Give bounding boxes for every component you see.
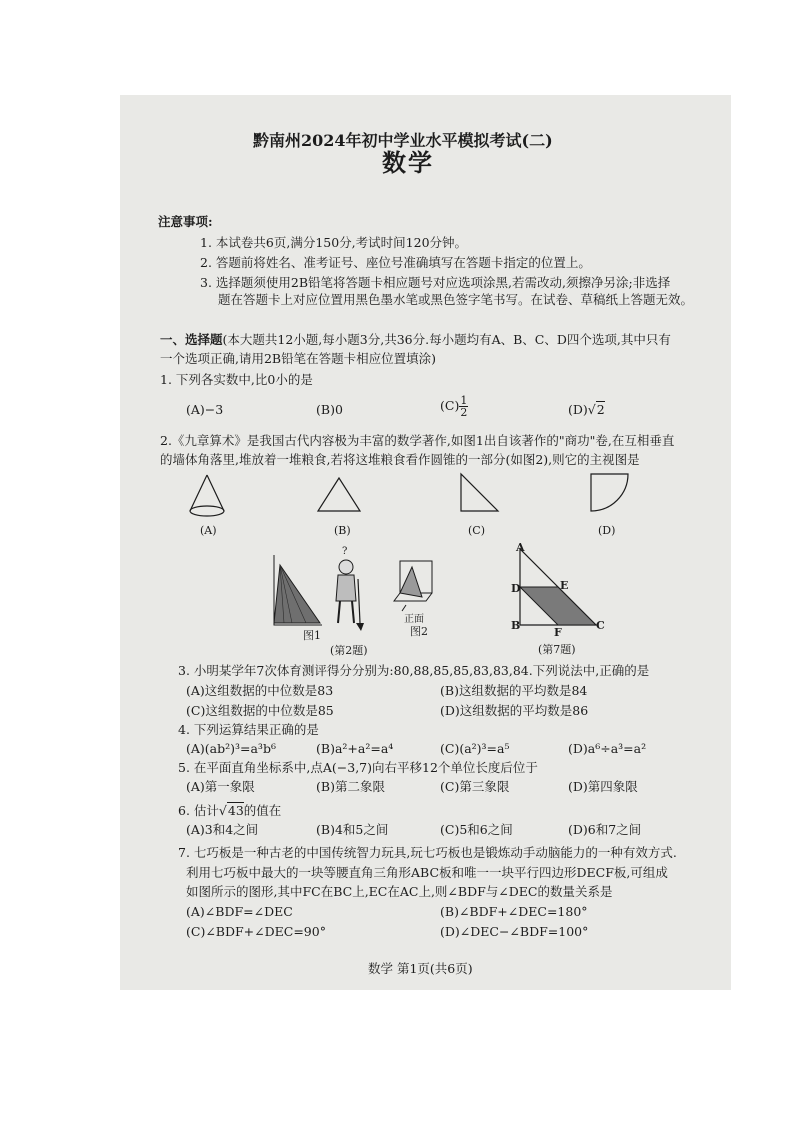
q7-stem-line3: 如图所示的图形,其中FC在BC上,EC在AC上,则∠BDF与∠DEC的数量关系是 — [186, 884, 613, 899]
subject-title: 数学 — [382, 148, 434, 177]
fig2-label: 图2 — [410, 625, 428, 638]
q3-option-c: (C)这组数据的中位数是85 — [186, 703, 334, 718]
section-intro-text: (本大题共12小题,每小题3分,共36分.每小题均有A、B、C、D四个选项,其中只有 — [222, 332, 671, 347]
q5-option-c: (C)第三象限 — [440, 779, 510, 794]
q6-option-b: (B)4和5之间 — [316, 822, 389, 837]
q5-stem: 5. 在平面直角坐标系中,点A(−3,7)向右平移12个单位长度后位于 — [178, 760, 538, 775]
q4-stem: 4. 下列运算结果正确的是 — [178, 722, 319, 737]
point-label-c: C — [596, 619, 605, 632]
point-label-e: E — [560, 579, 569, 592]
q5-option-b: (B)第二象限 — [316, 779, 385, 794]
q2-option-c-label: (C) — [468, 524, 485, 537]
section-heading: 一、选择题 — [160, 332, 223, 347]
point-label-f: F — [554, 626, 562, 639]
q1-fraction — [459, 395, 468, 418]
q5-option-a: (A)第一象限 — [186, 779, 255, 794]
sqrt-symbol: √ — [587, 402, 596, 417]
fraction-numerator: 1 — [460, 394, 468, 407]
sqrt-symbol: √ — [218, 803, 227, 818]
note-item-3: 3. 选择题须使用2B铅笔将答题卡相应题号对应选项涂黑,若需改动,须擦净另涂;非选择 — [200, 275, 671, 290]
q6-option-a: (A)3和4之间 — [186, 822, 259, 837]
q2-caption: (第2题) — [330, 644, 368, 657]
q4-option-d: (D)a⁶÷a³=a² — [568, 741, 647, 756]
quarter-circle-figure-d — [586, 471, 636, 515]
q6-stem — [178, 803, 281, 819]
q7-option-d: (D)∠DEC−∠BDF=100° — [440, 924, 589, 939]
grain-pile-illustration — [262, 545, 372, 635]
q1-option-c — [440, 395, 468, 425]
q3-option-a: (A)这组数据的中位数是83 — [186, 683, 334, 698]
point-label-a: A — [516, 541, 525, 554]
q7-stem-line1: 7. 七巧板是一种古老的中国传统智力玩具,玩七巧板也是锻炼动手动脑能力的一种有效方式. — [178, 845, 677, 860]
q2-option-d-label: (D) — [598, 524, 616, 537]
radicand: 43 — [227, 803, 244, 818]
q1-option-d — [568, 402, 605, 418]
svg-text:?: ? — [342, 546, 348, 557]
right-triangle-figure-c — [456, 471, 506, 515]
section-intro-line2: 一个选项正确,请用2B铅笔在答题卡相应位置填涂) — [160, 351, 436, 366]
exam-title: 黔南州2024年初中学业水平模拟考试(二) — [253, 131, 553, 150]
q7-option-a: (A)∠BDF=∠DEC — [186, 904, 293, 919]
q3-option-b: (B)这组数据的平均数是84 — [440, 683, 588, 698]
q2-stem-line2: 的墙体角落里,堆放着一堆粮食,若将这堆粮食看作圆锥的一部分(如图2),则它的主视图是 — [160, 452, 640, 467]
q1-option-c-label: (C) — [440, 398, 460, 413]
fraction-denominator: 2 — [460, 406, 468, 419]
q6-stem-prefix: 6. 估计 — [178, 803, 219, 818]
q1-option-d-label: (D) — [568, 402, 588, 417]
note-item-3-cont: 题在答题卡上对应位置用黑色墨水笔或黑色签字笔书写。在试卷、草稿纸上答题无效。 — [218, 292, 694, 307]
point-label-b: B — [511, 619, 521, 632]
point-label-d: D — [511, 582, 521, 595]
q3-option-d: (D)这组数据的平均数是86 — [440, 703, 589, 718]
q2-option-a-label: (A) — [200, 524, 217, 537]
cone-corner-figure — [392, 557, 442, 613]
q7-caption: (第7题) — [538, 643, 576, 656]
triangle-figure-b — [314, 475, 364, 515]
tangram-triangle-figure — [506, 543, 606, 633]
note-item-1: 1. 本试卷共6页,满分150分,考试时间120分钟。 — [200, 235, 468, 250]
exam-page — [120, 95, 731, 990]
q6-option-d: (D)6和7之间 — [568, 822, 642, 837]
q4-option-a: (A)(ab²)³=a³b⁶ — [186, 741, 276, 756]
page-footer: 数学 第1页(共6页) — [368, 961, 473, 976]
front-view-label: 正面 — [404, 614, 424, 625]
fig1-label: 图1 — [303, 629, 321, 642]
q4-option-b: (B)a²+a²=a⁴ — [316, 741, 394, 756]
q1-option-b: (B)0 — [316, 402, 343, 417]
q1-stem: 1. 下列各实数中,比0小的是 — [160, 372, 313, 387]
q3-stem: 3. 小明某学年7次体育测评得分分别为:80,88,85,85,83,83,84.下列说法中,正确的是 — [178, 663, 650, 678]
q7-option-b: (B)∠BDF+∠DEC=180° — [440, 904, 588, 919]
q4-option-c: (C)(a²)³=a⁵ — [440, 741, 510, 756]
cone-figure-a — [182, 473, 232, 519]
notes-heading: 注意事项: — [158, 214, 213, 229]
q7-stem-line2: 利用七巧板中最大的一块等腰直角三角形ABC板和唯一一块平行四边形DECF板,可组成 — [186, 865, 668, 880]
section-intro-line1 — [160, 332, 671, 348]
radicand: 2 — [596, 402, 605, 417]
q1-option-a: (A)−3 — [186, 402, 224, 417]
q7-option-c: (C)∠BDF+∠DEC=90° — [186, 924, 326, 939]
q6-stem-suffix: 的值在 — [243, 803, 282, 818]
note-item-2: 2. 答题前将姓名、准考证号、座位号准确填写在答题卡指定的位置上。 — [200, 255, 591, 270]
q2-option-b-label: (B) — [334, 524, 351, 537]
q5-option-d: (D)第四象限 — [568, 779, 638, 794]
q2-stem-line1: 2.《九章算术》是我国古代内容极为丰富的数学著作,如图1出自该著作的"商功"卷,在互相垂直 — [160, 433, 675, 448]
q6-option-c: (C)5和6之间 — [440, 822, 513, 837]
